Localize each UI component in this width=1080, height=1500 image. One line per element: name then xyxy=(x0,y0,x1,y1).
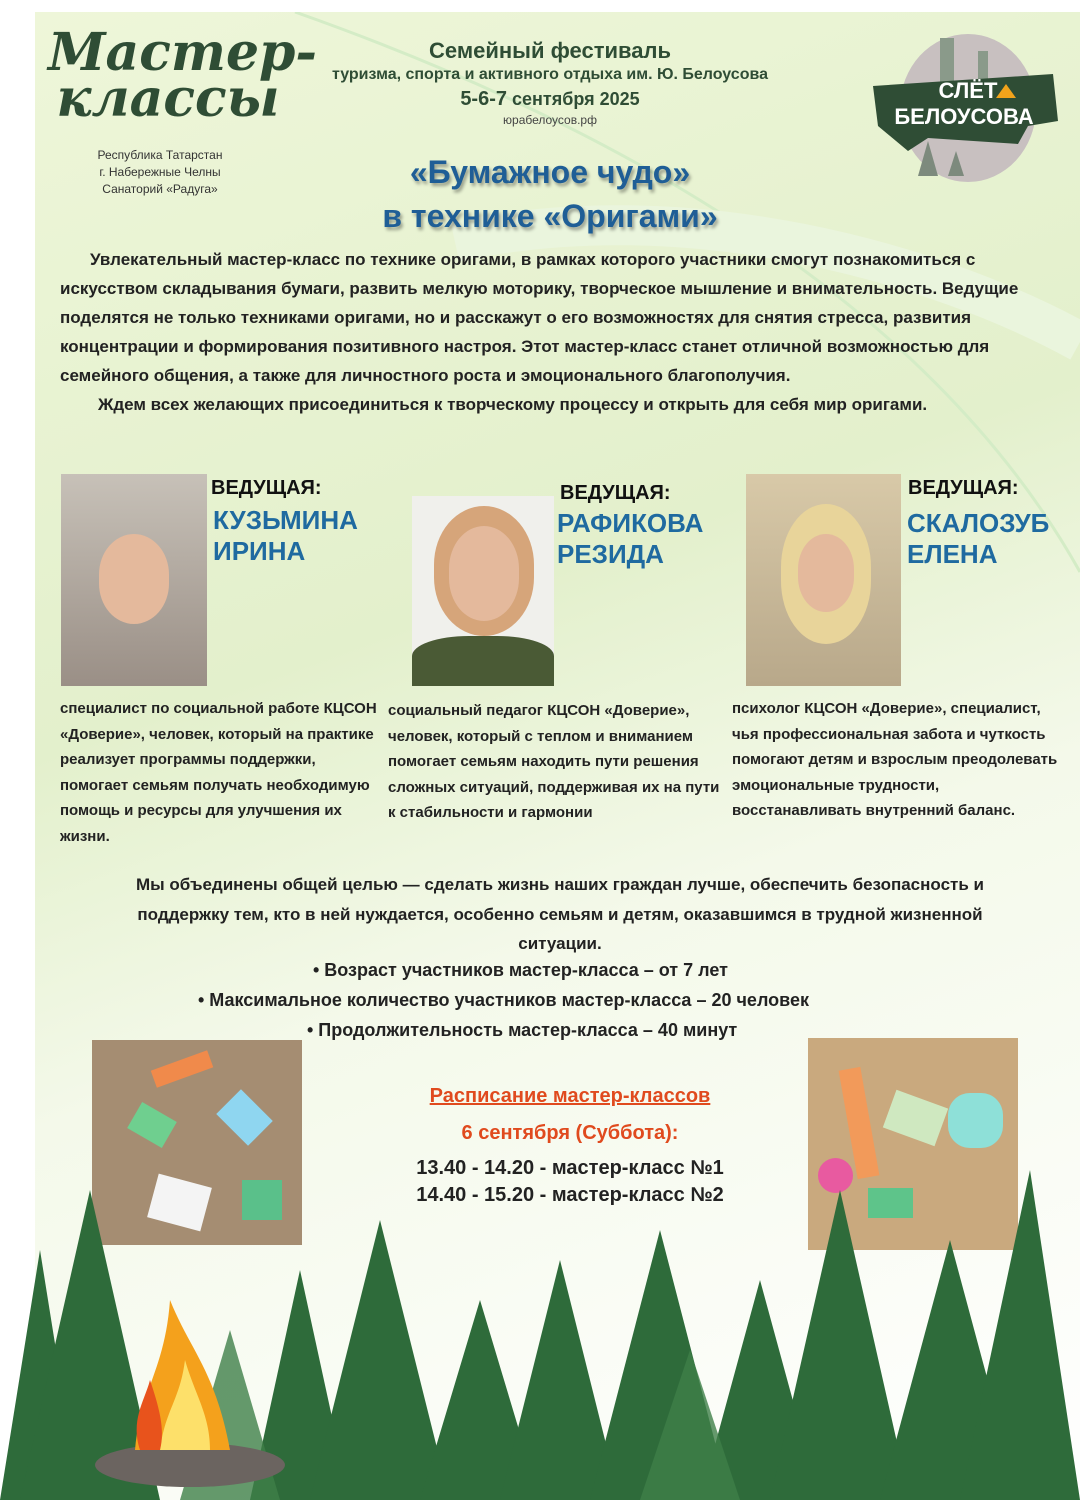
info-bullet: • Возраст участников мастер-класса – от 7 лет xyxy=(313,960,728,980)
logo-right-line: СЛЁТ xyxy=(938,78,998,103)
dates-days: 5-6-7 xyxy=(460,88,508,110)
intro-paragraph: Ждем всех желающих присоединиться к творческому процессу и открыть для себя мир оригами. xyxy=(98,395,928,414)
host-firstname: ЕЛЕНА xyxy=(907,539,998,569)
festival-header xyxy=(290,38,810,127)
info-bullet: • Продолжительность мастер-класса – 40 минут xyxy=(307,1020,738,1040)
festival-title: Семейный фестиваль xyxy=(429,38,671,63)
host-label: ВЕДУЩАЯ: xyxy=(211,477,322,499)
location-line: Республика Татарстан xyxy=(97,148,223,162)
slet-belousova-logo xyxy=(868,26,1063,186)
location xyxy=(80,147,240,198)
logo-line: классы xyxy=(56,68,280,129)
schedule-date: 6 сентября (Суббота): xyxy=(461,1122,679,1144)
intro-text xyxy=(60,245,1065,419)
title-line: «Бумажное чудо» xyxy=(409,154,691,190)
festival-subtitle: туризма, спорта и активного отдыха им. Ю. Белоусова xyxy=(331,66,768,83)
festival-dates xyxy=(290,88,810,111)
schedule-row: 13.40 - 14.20 - мастер-класс №1 xyxy=(416,1157,724,1179)
location-line: Санаторий «Радуга» xyxy=(102,182,218,196)
host-firstname: ИРИНА xyxy=(213,536,306,566)
host-photo-skalozub xyxy=(746,474,901,686)
host-label: ВЕДУЩАЯ: xyxy=(908,477,1019,499)
info-bullet: • Максимальное количество участников мастер-класса – 20 человек xyxy=(198,990,809,1010)
host-name xyxy=(557,508,703,570)
host-description: психолог КЦСОН «Доверие», специалист, чья профессиональная забота и чуткость помогают детям и взрослым преодолевать эмоциональные трудности, восстанавливать внутренний баланс. xyxy=(732,700,1058,819)
host-name xyxy=(907,508,1049,570)
dates-month: сентября 2025 xyxy=(512,89,640,109)
forest-illustration xyxy=(0,1130,1080,1500)
location-line: г. Набережные Челны xyxy=(99,165,221,179)
host-surname: КУЗЬМИНА xyxy=(213,505,358,535)
page-title xyxy=(250,150,850,238)
intro-paragraph: Увлекательный мастер-класс по технике оригами, в рамках которого участники смогут познакомиться с искусством складывания бумаги, развить мелкую моторику, творческое мышление и внимательность. Ведущие поделятся не только техниками оригами, но и расскажут о его возможностях для снятия стресса, развития концентрации и формирования позитивного настроя. Этот мастер-класс станет отличной возможностью для семейного общения, а также для личностного роста и эмоционального благополучия. xyxy=(60,250,1019,385)
host-description: социальный педагог КЦСОН «Доверие», человек, который с теплом и вниманием помогает семьям находить пути решения сложных ситуаций, поддерживая их на пути к стабильности и гармонии xyxy=(388,702,720,821)
host-photo-rafikova xyxy=(412,496,554,686)
host-photo-kuzmina xyxy=(61,474,207,686)
logo-right-line: БЕЛОУСОВА xyxy=(894,104,1034,129)
host-surname: РАФИКОВА xyxy=(557,508,704,538)
logo-line: Мастер- xyxy=(48,22,317,83)
schedule-heading: Расписание мастер-классов xyxy=(429,1085,711,1107)
host-label: ВЕДУЩАЯ: xyxy=(560,482,671,504)
mission-text: Мы объединены общей целью — сделать жизнь наших граждан лучше, обеспечить безопасность и поддержку тем, кто в ней нуждается, особенно семьям и детям, оказавшимся в трудной жизненной ситуации. xyxy=(136,875,984,953)
festival-site: юрабелоусов.рф xyxy=(503,113,597,127)
host-description: специалист по социальной работе КЦСОН «Доверие», человек, который на практике реализует программы поддержки, помогает семьям получать необходимую помощь и ресурсы для улучшения их жизни. xyxy=(60,700,377,845)
schedule-row: 14.40 - 15.20 - мастер-класс №2 xyxy=(416,1184,724,1206)
host-surname: СКАЛОЗУБ xyxy=(907,508,1050,538)
host-firstname: РЕЗИДА xyxy=(557,539,664,569)
master-classes-logo xyxy=(48,22,317,129)
host-name xyxy=(213,505,358,567)
title-line: в технике «Оригами» xyxy=(382,198,718,234)
